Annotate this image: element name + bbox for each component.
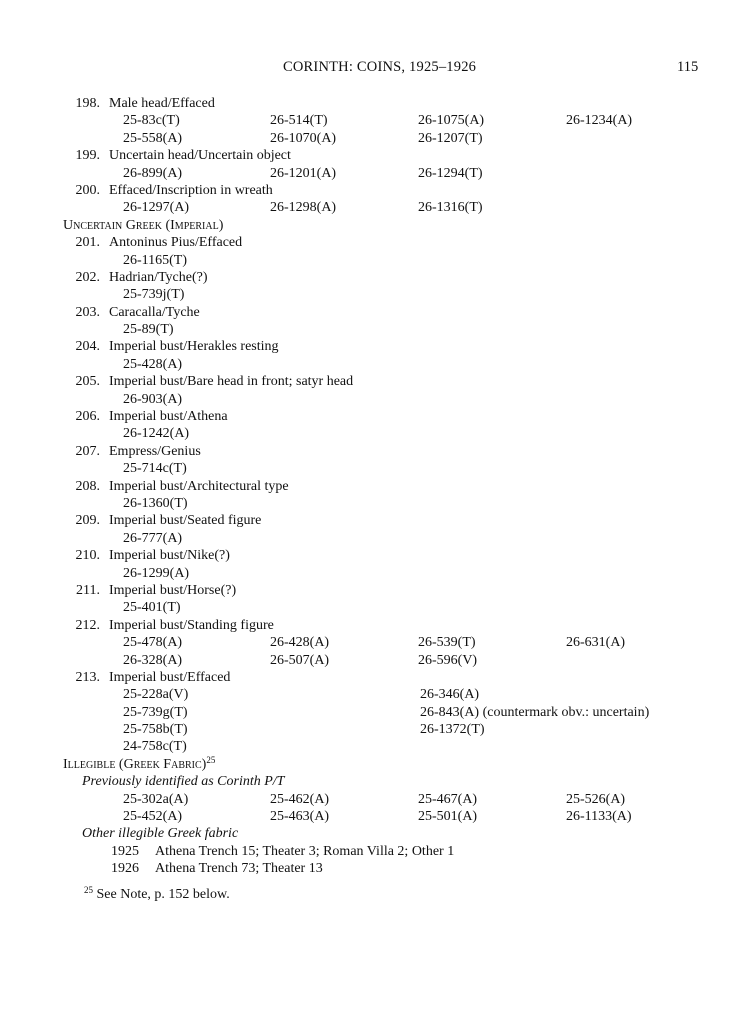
catalogue-entry [0, 443, 756, 460]
entry-number: 204. [75, 339, 100, 355]
coin-inventory-number: 25-463(A) [270, 809, 330, 825]
subsection-heading-text: Previously identified as Corinth P/T [82, 774, 285, 790]
coin-inventory-number: 26-1242(A) [123, 426, 190, 442]
summary-text: Athena Trench 15; Theater 3; Roman Villa 2; Other 1 [155, 843, 455, 859]
coin-inventory-number: 24-758c(T) [123, 739, 187, 755]
coin-inventory-number: 25-228a(V) [123, 687, 189, 703]
coin-inventory-number: 26-1207(T) [418, 130, 483, 146]
coin-row [0, 495, 756, 512]
entry-number: 210. [75, 548, 100, 564]
entry-number: 202. [75, 269, 100, 285]
section-heading-text: Illegible (Greek Fabric)$^{25}$ [63, 754, 216, 772]
coin-row [0, 599, 756, 616]
coin-row [0, 634, 756, 651]
running-head [0, 59, 756, 79]
coin-row [0, 391, 756, 408]
spacer [0, 878, 756, 886]
entry-number: 200. [75, 182, 100, 198]
entry-number: 206. [75, 409, 100, 425]
footnote-body: See Note, p. 152 below. [96, 886, 230, 902]
coin-inventory-number: 25-758b(T) [123, 722, 188, 738]
footnote-mark: 25 [84, 884, 93, 895]
coin-inventory-number: 25-89(T) [123, 322, 174, 338]
coin-inventory-number: 25-302a(A) [123, 791, 189, 807]
page-number: 115 [677, 59, 699, 75]
entry-number: 203. [75, 304, 100, 320]
coin-inventory-number: 26-328(A) [123, 652, 183, 668]
coin-inventory-number: 26-346(A) [420, 687, 480, 703]
entry-title: Empress/Genius [109, 443, 201, 459]
coin-row [0, 252, 756, 269]
coin-inventory-number: 26-1372(T) [420, 722, 485, 738]
coin-row [0, 721, 756, 738]
coin-inventory-number: 26-1070(A) [270, 130, 337, 146]
section-heading [0, 756, 756, 773]
coin-inventory-number: 25-501(A) [418, 809, 478, 825]
catalogue-entry [0, 338, 756, 355]
coin-row [0, 356, 756, 373]
coin-inventory-number: 26-1299(A) [123, 565, 190, 581]
coin-inventory-number: 25-739g(T) [123, 704, 188, 720]
coin-inventory-number: 26-1316(T) [418, 200, 483, 216]
entry-number: 205. [75, 374, 100, 390]
coin-inventory-number: 25-428(A) [123, 356, 183, 372]
entry-title: Male head/Effaced [109, 96, 215, 111]
coin-inventory-number: 26-631(A) [566, 635, 626, 651]
coin-row [0, 460, 756, 477]
section-heading-text: Uncertain Greek (Imperial) [63, 217, 224, 233]
entry-number: 211. [76, 582, 100, 598]
entry-number: 201. [75, 235, 100, 251]
subsection-heading [0, 825, 756, 842]
coin-row [0, 321, 756, 338]
entry-number: 208. [75, 478, 100, 494]
catalogue-entry [0, 669, 756, 686]
catalogue-body [0, 95, 756, 903]
summary-row [0, 860, 756, 877]
coin-inventory-number: 25-467(A) [418, 791, 478, 807]
footnote [0, 886, 756, 903]
entry-title: Caracalla/Tyche [109, 304, 200, 320]
coin-inventory-number: 25-558(A) [123, 130, 183, 146]
coin-row [0, 165, 756, 182]
entry-number: 207. [75, 443, 100, 459]
coin-row [0, 130, 756, 147]
coin-row [0, 738, 756, 755]
coin-inventory-number: 26-1133(A) [566, 809, 632, 825]
entry-title: Imperial bust/Architectural type [109, 478, 289, 494]
coin-row [0, 530, 756, 547]
entry-title: Imperial bust/Effaced [109, 669, 231, 685]
coin-row [0, 199, 756, 216]
entry-title: Hadrian/Tyche(?) [109, 269, 208, 285]
coin-inventory-number: 25-452(A) [123, 809, 183, 825]
subsection-heading-text: Other illegible Greek fabric [82, 826, 239, 842]
entry-title: Imperial bust/Horse(?) [109, 582, 237, 598]
coin-inventory-number: 26-1234(A) [566, 113, 633, 129]
coin-inventory-number: 26-1075(A) [418, 113, 485, 129]
entry-title: Imperial bust/Standing figure [109, 617, 274, 633]
catalogue-entry [0, 478, 756, 495]
footnote-text [84, 886, 230, 903]
entry-number: 212. [75, 617, 100, 633]
entry-title: Antoninus Pius/Effaced [109, 235, 243, 251]
entry-title: Imperial bust/Seated figure [109, 513, 262, 529]
coin-row [0, 286, 756, 303]
coin-inventory-number: 26-539(T) [418, 635, 476, 651]
entry-number: 213. [75, 669, 100, 685]
coin-row [0, 425, 756, 442]
entry-title: Imperial bust/Bare head in front; satyr head [109, 374, 354, 390]
catalogue-entry [0, 547, 756, 564]
catalogue-entry [0, 234, 756, 251]
coin-inventory-number: 25-526(A) [566, 791, 626, 807]
entry-title: Imperial bust/Athena [109, 409, 228, 425]
catalogue-entry [0, 373, 756, 390]
entry-title: Imperial bust/Herakles resting [109, 339, 279, 355]
footnote-reference: 25 [206, 754, 216, 765]
coin-inventory-number: 26-596(V) [418, 652, 478, 668]
subsection-heading [0, 773, 756, 790]
entry-number: 198. [75, 96, 100, 111]
coin-inventory-number: 26-428(A) [270, 635, 330, 651]
summary-row [0, 843, 756, 860]
coin-inventory-number: 25-739j(T) [123, 287, 185, 303]
running-title: CORINTH: COINS, 1925–1926 [283, 59, 477, 75]
coin-inventory-number: 26-1360(T) [123, 495, 188, 511]
coin-inventory-number: 26-1298(A) [270, 200, 337, 216]
coin-row [0, 704, 756, 721]
catalogue-entry [0, 582, 756, 599]
catalogue-entry [0, 512, 756, 529]
entry-title: Imperial bust/Nike(?) [109, 548, 230, 564]
coin-row [0, 565, 756, 582]
catalogue-entry [0, 304, 756, 321]
catalogue-entry [0, 182, 756, 199]
coin-inventory-number: 26-1297(A) [123, 200, 190, 216]
coin-inventory-number: 26-1201(A) [270, 165, 337, 181]
excavation-year: 1925 [111, 843, 139, 859]
coin-inventory-number: 25-401(T) [123, 600, 181, 616]
entry-number: 199. [75, 148, 100, 164]
entry-number: 209. [75, 513, 100, 529]
catalogue-entry [0, 147, 756, 164]
catalogue-entry [0, 95, 756, 112]
coin-inventory-number: 26-1165(T) [123, 252, 188, 268]
section-heading [0, 217, 756, 234]
coin-inventory-number: 26-514(T) [270, 113, 328, 129]
coin-row [0, 686, 756, 703]
coin-inventory-number: 25-478(A) [123, 635, 183, 651]
coin-inventory-number: 26-507(A) [270, 652, 330, 668]
coin-inventory-number: 26-1294(T) [418, 165, 483, 181]
coin-inventory-number: 25-714c(T) [123, 461, 187, 477]
coin-row [0, 112, 756, 129]
catalogue-entry [0, 269, 756, 286]
catalogue-entry [0, 408, 756, 425]
coin-inventory-number: 25-462(A) [270, 791, 330, 807]
coin-row [0, 652, 756, 669]
coin-inventory-number: 25-83c(T) [123, 113, 180, 129]
coin-inventory-number: 26-843(A) (countermark obv.: uncertain) [420, 704, 650, 720]
coin-row [0, 808, 756, 825]
coin-inventory-number: 26-903(A) [123, 391, 183, 407]
excavation-year: 1926 [111, 861, 139, 877]
catalogue-entry [0, 617, 756, 634]
entry-title: Effaced/Inscription in wreath [109, 182, 273, 198]
coin-inventory-number: 26-899(A) [123, 165, 183, 181]
coin-inventory-number: 26-777(A) [123, 530, 183, 546]
entry-title: Uncertain head/Uncertain object [109, 148, 291, 164]
summary-text: Athena Trench 73; Theater 13 [155, 861, 323, 877]
coin-row [0, 791, 756, 808]
